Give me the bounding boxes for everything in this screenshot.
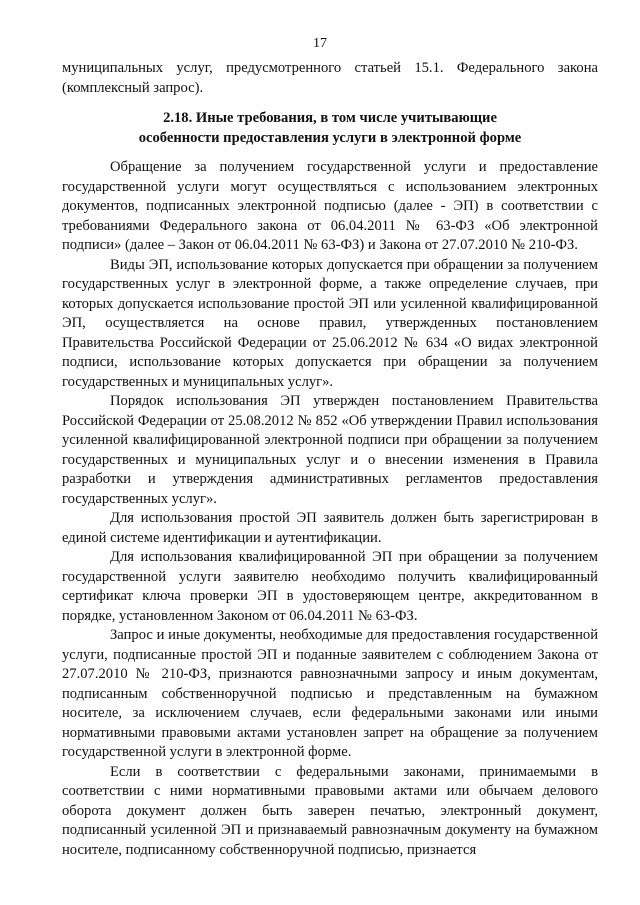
- page-number: 17: [313, 36, 327, 51]
- section-heading-line-1: 2.18. Иные требования, в том числе учитывающие: [163, 110, 497, 126]
- paragraph-equivalence: Запрос и иные документы, необходимые для предоставления государственной услуги, подписанные простой ЭП и поданные заявителем с соблюдением Закона от 27.07.2010 № 210-ФЗ, признаются равнозначными запросу и иным документам, подписанным собственноручной подписью и представленным на бумажном носителе, за исключением случаев, если федеральными законами или иными нормативными правовыми актами установлен запрет на обращение за получением государственной услуги в электронной форме.: [62, 627, 598, 760]
- section-heading: [62, 108, 598, 148]
- paragraph-seal-requirement: Если в соответствии с федеральными законами, принимаемыми в соответствии с ними нормативными правовыми актами или обычаем делового оборота документ должен быть заверен печатью, электронный документ, подписанный усиленной ЭП и признаваемый равнозначным документу на бумажном носителе, подписанному собственноручной подписью, признается: [62, 763, 598, 858]
- paragraph-electronic-signature: Обращение за получением государственной услуги и предоставление государственной услуги могут осуществляться с использованием электронных документов, подписанных электронной подписью (далее - ЭП) в соответствии с требованиями Федерального закона от 06.04.2011 № 63-ФЗ «Об электронной подписи» (далее – Закон от 06.04.2011 № 63-ФЗ) и Закона от 27.07.2010 № 210-ФЗ.: [62, 159, 598, 253]
- continuation-paragraph: муниципальных услуг, предусмотренного статьей 15.1. Федерального закона (комплексный запрос).: [62, 60, 598, 96]
- paragraph-signature-types: Виды ЭП, использование которых допускается при обращении за получением государственных услуг в электронной форме, а также определение случаев, при которых допускается использование простой ЭП или усиленной квалифицированной ЭП, осуществляется на основе правил, утвержденных постановлением Правительства Российской Федерации от 25.06.2012 № 634 «О видах электронной подписи, использование которых допускается при обращении за получением государственных и муниципальных услуг».: [62, 256, 598, 390]
- paragraph-signature-procedure: Порядок использования ЭП утвержден постановлением Правительства Российской Федерации от 25.08.2012 № 852 «Об утверждении Правил использования усиленной квалифицированной электронной подписи при обращении за получением государственных и муниципальных услуг и о внесении изменения в Правила разработки и утверждения административных регламентов предоставления государственных услуг».: [62, 393, 598, 507]
- section-heading-line-2: особенности предоставления услуги в электронной форме: [138, 130, 522, 146]
- document-body: [62, 59, 598, 860]
- paragraph-simple-signature: Для использования простой ЭП заявитель должен быть зарегистрирован в единой системе идентификации и аутентификации.: [62, 510, 598, 546]
- paragraph-qualified-signature: Для использования квалифицированной ЭП при обращении за получением государственной услуги заявителю необходимо получить квалифицированный сертификат ключа проверки ЭП в удостоверяющем центре, аккредитованном в порядке, установленном Законом от 06.04.2011 № 63-ФЗ.: [62, 549, 598, 624]
